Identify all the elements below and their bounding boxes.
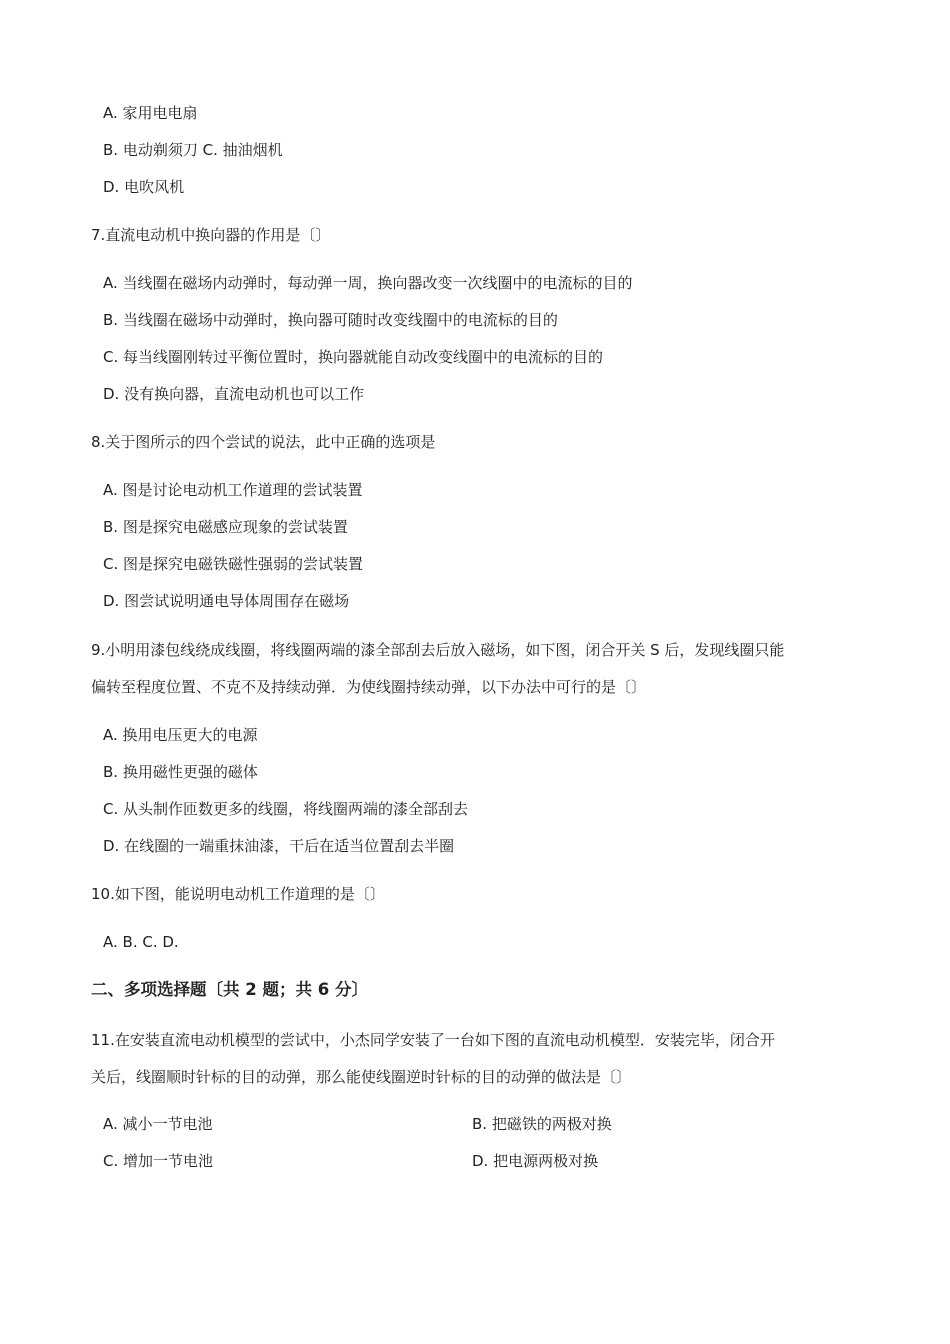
q11-stem-line2: 关后，线圈顺时针标的目的动弹，那么能使线圈逆时针标的目的动弹的做法是〔〕 bbox=[91, 1068, 632, 1086]
q7-option-a: A. 当线圈在磁场内动弹时，每动弹一周，换向器改变一次线圈中的电流标的目的 bbox=[103, 274, 633, 292]
q10-options: A. B. C. D. bbox=[103, 933, 179, 951]
q10-stem: 10.如下图，能说明电动机工作道理的是〔〕 bbox=[91, 885, 385, 903]
q11-stem-line1: 11.在安装直流电动机模型的尝试中，小杰同学安装了一台如下图的直流电动机模型．安装完毕，闭合开 bbox=[91, 1031, 775, 1049]
q8-option-c: C. 图是探究电磁铁磁性强弱的尝试装置 bbox=[103, 555, 364, 573]
q7-option-b: B. 当线圈在磁场中动弹时，换向器可随时改变线圈中的电流标的目的 bbox=[103, 311, 558, 329]
q11-option-a: A. 减小一节电池 bbox=[103, 1115, 213, 1133]
q8-stem: 8.关于图所示的四个尝试的说法，此中正确的选项是 bbox=[91, 433, 436, 451]
q9-option-a: A. 换用电压更大的电源 bbox=[103, 726, 258, 744]
q7-stem: 7.直流电动机中换向器的作用是〔〕 bbox=[91, 226, 331, 244]
q6-option-d: D. 电吹风机 bbox=[103, 178, 185, 196]
q11-option-b: B. 把磁铁的两极对换 bbox=[472, 1115, 612, 1133]
q8-option-b: B. 图是探究电磁感应现象的尝试装置 bbox=[103, 518, 348, 536]
q8-option-d: D. 图尝试说明通电导体周围存在磁场 bbox=[103, 592, 350, 610]
q9-option-b: B. 换用磁性更强的磁体 bbox=[103, 763, 258, 781]
q9-stem-line1: 9.小明用漆包线绕成线圈，将线圈两端的漆全部刮去后放入磁场，如下图，闭合开关 S 后，发现线圈只能 bbox=[91, 641, 785, 659]
q7-option-d: D. 没有换向器，直流电动机也可以工作 bbox=[103, 385, 365, 403]
q6-option-b-c: B. 电动剃须刀 C. 抽油烟机 bbox=[103, 141, 283, 159]
q9-option-c: C. 从头制作匝数更多的线圈，将线圈两端的漆全部刮去 bbox=[103, 800, 469, 818]
q9-option-d: D. 在线圈的一端重抹油漆，干后在适当位置刮去半圈 bbox=[103, 837, 455, 855]
q11-option-d: D. 把电源两极对换 bbox=[472, 1152, 599, 1170]
q9-stem-line2: 偏转至程度位置、不克不及持续动弹．为使线圈持续动弹，以下办法中可行的是〔〕 bbox=[91, 678, 647, 696]
q8-option-a: A. 图是讨论电动机工作道理的尝试装置 bbox=[103, 481, 363, 499]
q11-option-c: C. 增加一节电池 bbox=[103, 1152, 214, 1170]
section-heading: 二、多项选择题〔共 2 题；共 6 分〕 bbox=[91, 980, 368, 999]
q7-option-c: C. 每当线圈刚转过平衡位置时，换向器就能自动改变线圈中的电流标的目的 bbox=[103, 348, 604, 366]
q6-option-a: A. 家用电电扇 bbox=[103, 104, 198, 122]
